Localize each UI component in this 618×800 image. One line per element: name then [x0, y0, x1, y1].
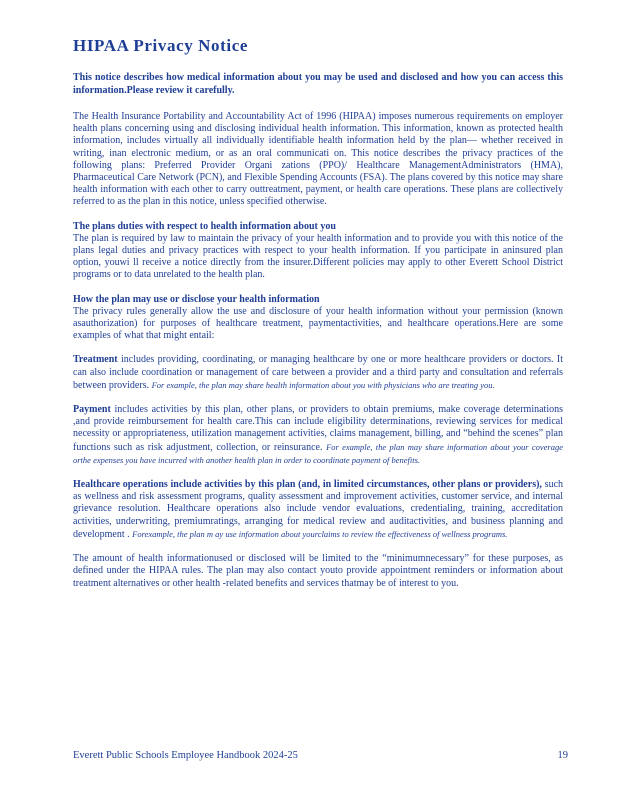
page-title: HIPAA Privacy Notice — [73, 36, 249, 55]
section-text-use: The privacy rules generally allow the use and disclosure of your health information without your permission (known asauthorization) for purposes of healthcare treatment, paymentactivities, and healthcare operations.Here are some examples of what that might entail: — [73, 305, 563, 342]
payment-label: Payment — [73, 404, 111, 416]
treatment-text: includes providing, coordinating, or managing healthcare by one or more healthcare providers or doctors. It can also include coordination or management of care between a provider and a third party and consultation and referrals between providers. — [73, 354, 564, 391]
section-use-disclose — [73, 294, 563, 343]
section-heading-use: How the plan may use or disclose your health information — [73, 293, 320, 305]
item-payment — [73, 404, 563, 467]
intro-notice: This notice describes how medical information about you may be used and disclosed and how you can access this information.Please review it carefully. — [73, 72, 563, 96]
operations-example: Forexample, the plan m ay use information about yourclaims to review the effectiveness of wellness programs. — [132, 528, 508, 539]
page-footer — [73, 750, 568, 761]
operations-text: such as wellness and risk assessment programs, quality assessment and improvement activities, customer service, and internal grievance resolution. Healthcare operations also include vendor evaluations, credentialing, training, accreditation activities, underwriting, premiumratings, arranging for medical review and auditactivities, and business planning and development . — [73, 479, 564, 540]
payment-text: includes activities by this plan, other plans, or providers to obtain premiums, make coverage determinations ,and provide reimbursement for health care.This can include eligibility determinations, reviewing services for medical necessity or appropriateness, utilization management activities, claims management, billing, and “behind the scenes” plan functions such as risk adjustment, collection, or reinsurance. — [73, 404, 564, 453]
footer-handbook-title: Everett Public Schools Employee Handbook 2024-25 — [73, 750, 298, 761]
page-number: 19 — [557, 750, 568, 761]
paragraph-hipaa-overview: The Health Insurance Portability and Accountability Act of 1996 (HIPAA) imposes numerous requirements on employer health plans concerning using and disclosing individual health information. This information, known as protected health information, includes virtually all individually identifiable health information held by the plan— whether received in writing, inan electronic medium, or as an oral communicati on. This notice describes the privacy practices of the following plans: Preferred Provider Organi zations (PPO)/ Healthcare ManagementAdministrators (HMA), Pharmaceutical Care Network (PCN), and Flexible Spending Accounts (FSA). The plans covered by this notice may share health information with each other to carry outtreatment, payment, or health care operations. These plans are collectively referred to as the plan in this notice, unless specified otherwise. — [73, 111, 563, 208]
paragraph-minimum-necessary: The amount of health informationused or disclosed will be limited to the “minimumnecessary” for these purposes, as defined under the HIPAA rules. The plan may also contact youto provide appointment reminders or information about treatment alternatives or other health -related benefits and services thatmay be of interest to you. — [73, 553, 563, 589]
document-page — [73, 36, 563, 602]
section-plan-duties — [73, 221, 563, 282]
treatment-label: Treatment — [73, 354, 118, 366]
treatment-example: For example, the plan may share health information about you with physicians who are treating you. — [151, 379, 495, 390]
item-treatment — [73, 354, 563, 392]
section-heading-duties: The plans duties with respect to health information about you — [73, 220, 336, 232]
item-operations — [73, 479, 563, 541]
section-text-duties: The plan is required by law to maintain the privacy of your health information and to provide you with this notice of the plans legal duties and privacy practices with respect to your health information. If you participate in aninsured plan option, youwi ll receive a notice directly from the insurer.Different policies may apply to other Everett School District programs or to data unrelated to the health plan. — [73, 232, 563, 281]
payment-example: For example, the plan may share information about your coverage orthe expenses you have incurred with another health plan in order to coordinate payment of benefits. — [73, 441, 563, 465]
operations-label: Healthcare operations include activities by this plan (and, in limited circumstances, other plans or providers), — [73, 479, 542, 491]
